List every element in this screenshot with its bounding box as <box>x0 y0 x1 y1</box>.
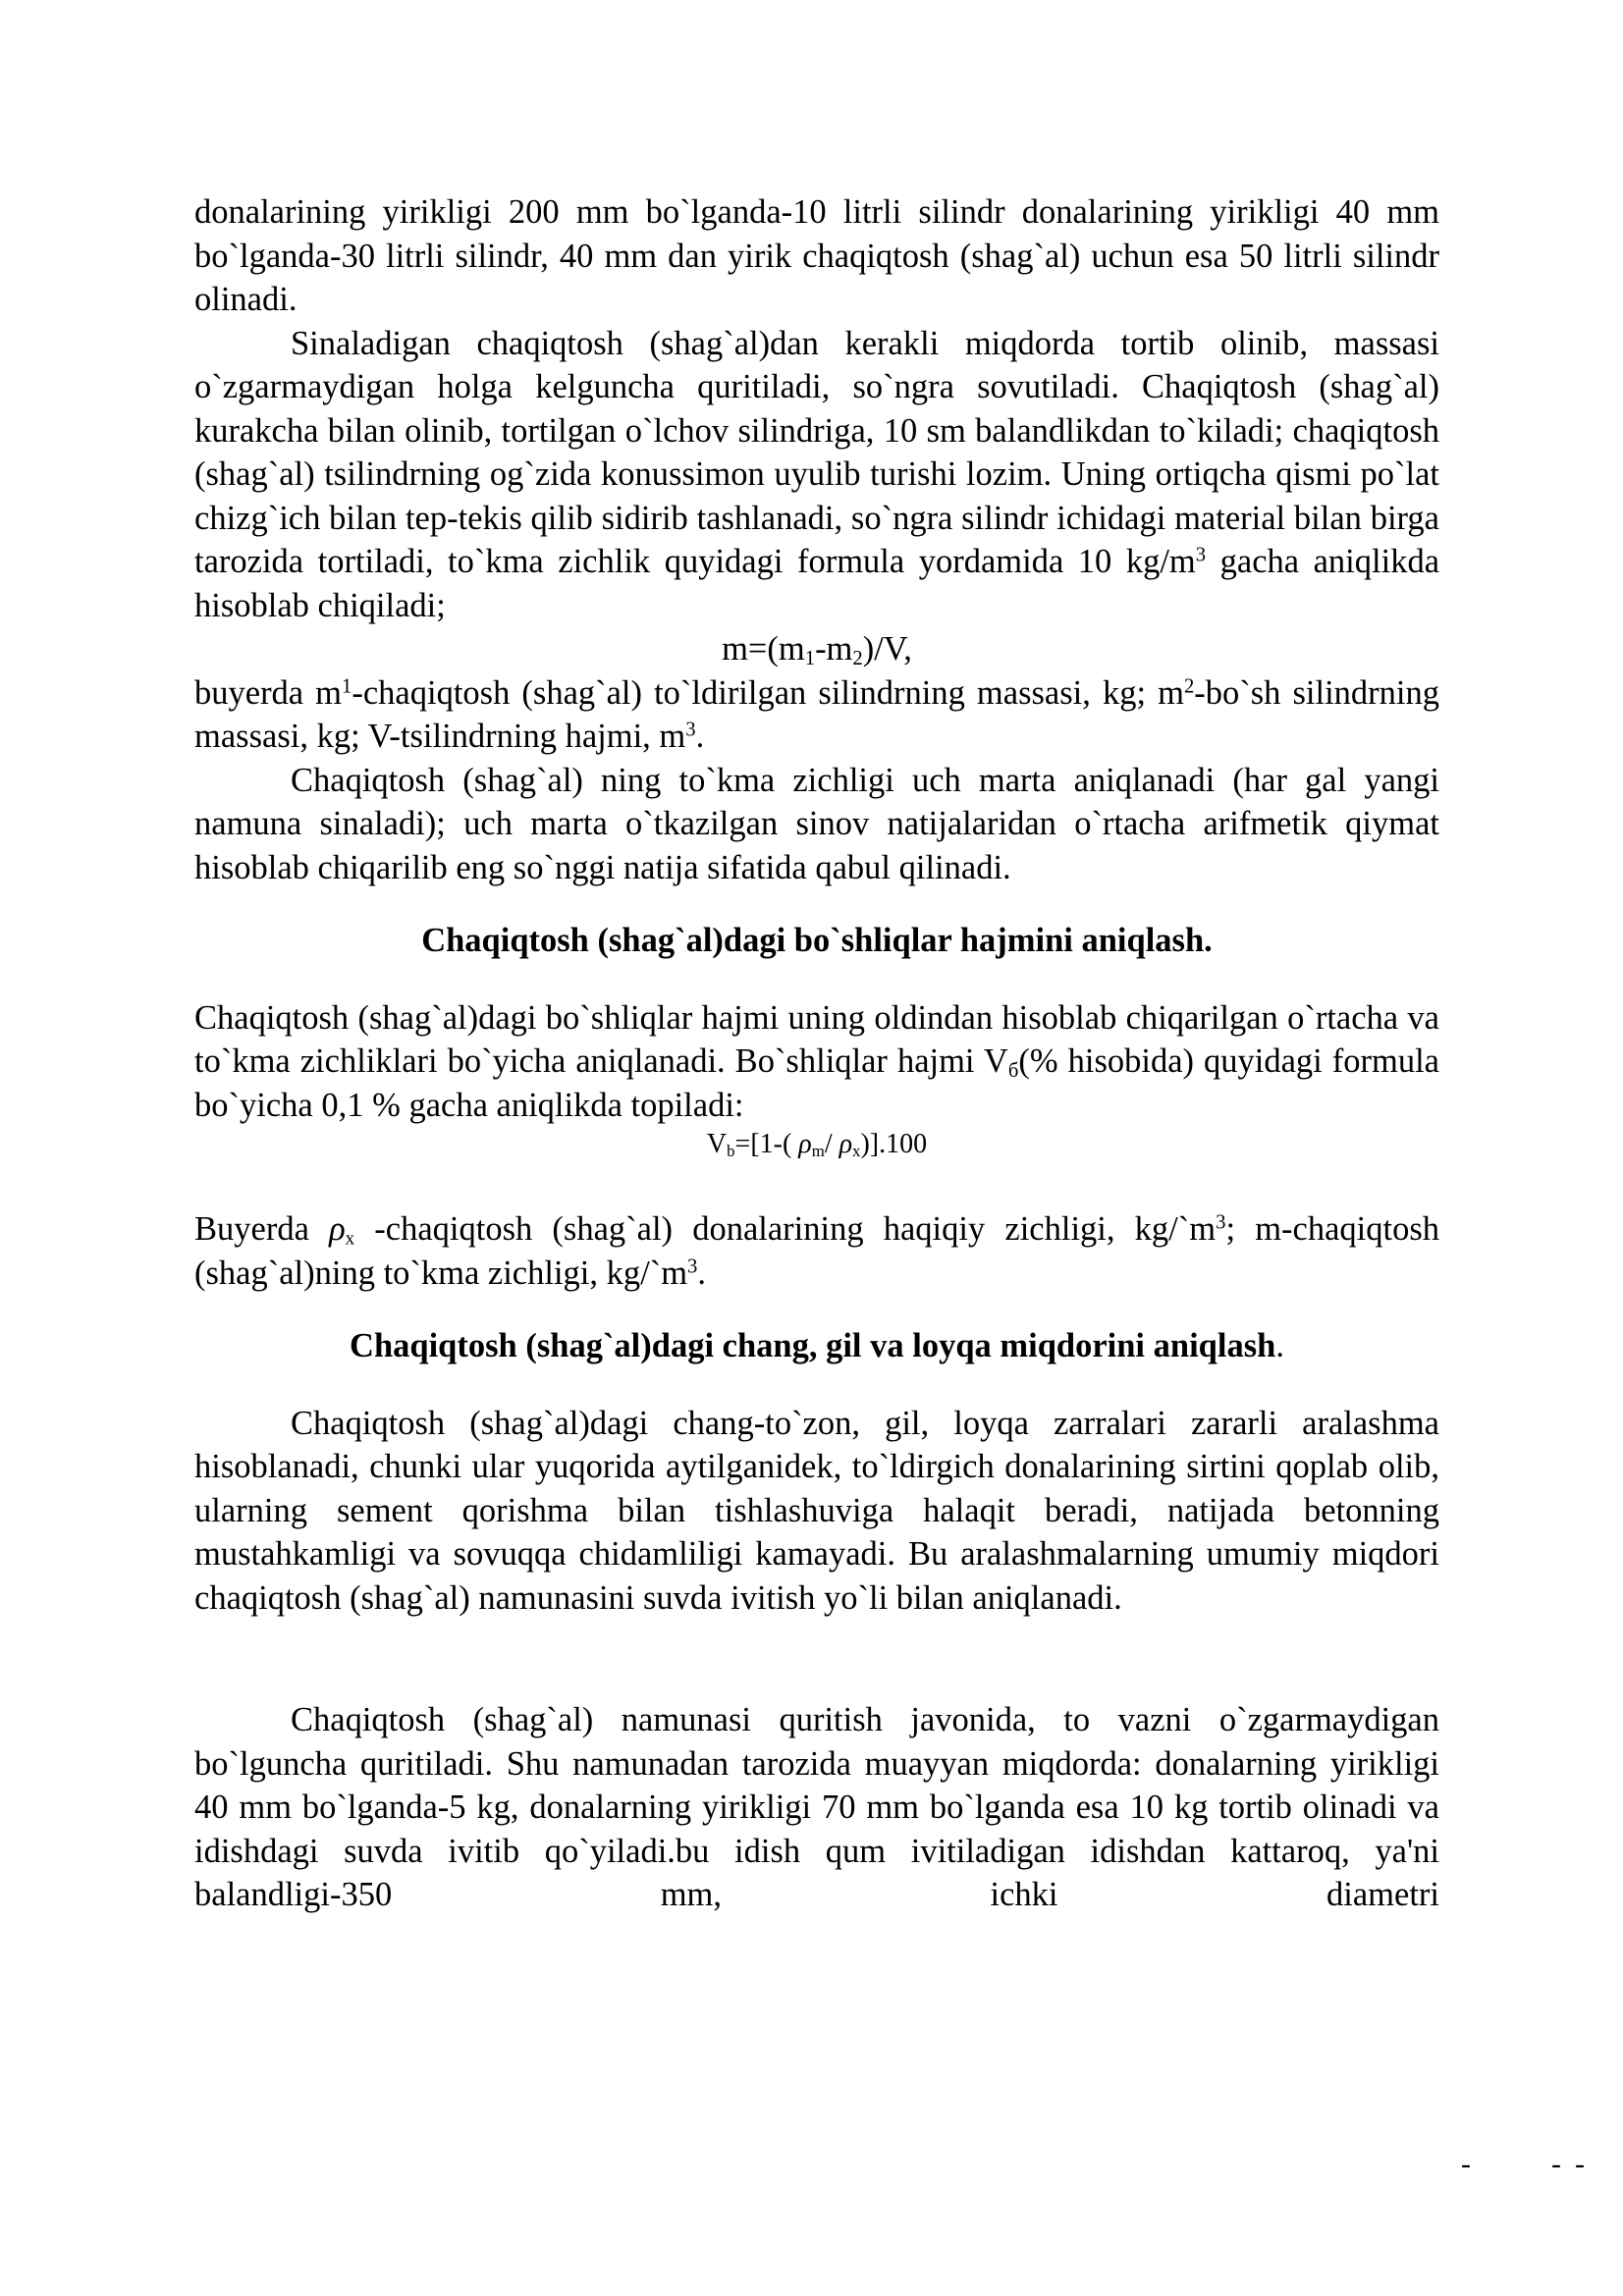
rho-symbol: ρ <box>329 1210 346 1248</box>
section-heading-impurities: Chaqiqtosh (shag`al)dagi chang, gil va loyqa miqdorini aniqlash. <box>350 1327 1284 1364</box>
footer-dash: - <box>1575 2148 1585 2180</box>
section-heading-voids: Chaqiqtosh (shag`al)dagi bo`shliqlar hajmini aniqlash. <box>421 922 1213 959</box>
paragraph-8: Chaqiqtosh (shag`al) namunasi quritish javonida, to vazni o`zgarmaydigan bo`lguncha quritiladi. Shu namunadan tarozida muayyan miqdorda: donalarning yirikligi 40 mm bo`lganda-5 kg, donalarning yirikligi 70 mm bo`lganda esa 10 kg tortib olinadi va idishdagi suvda ivitib qo`yiladi.bu idish qum ivitiladigan idishdan kattaroq, ya'ni balandligi-350 mm, ichki diametri <box>194 1701 1439 1913</box>
paragraph-4: Chaqiqtosh (shag`al) ning to`kma zichligi uch marta aniqlanadi (har gal yangi namuna sinaladi); uch marta o`tkazilgan sinov natijalaridan o`rtacha arifmetik qiymat hisoblab chiqarilib eng so`nggi natija sifatida qabul qilinadi. <box>194 761 1439 886</box>
rho-symbol: ρ <box>798 1129 812 1159</box>
footer-dash: - <box>1461 2148 1471 2180</box>
subscript: б <box>1007 1060 1019 1083</box>
paragraph-2 <box>194 322 1439 628</box>
footer-dash: - <box>1551 2148 1561 2180</box>
document-page <box>194 190 1439 1917</box>
rho-symbol: ρ <box>839 1129 853 1159</box>
paragraph-5: Chaqiqtosh (shag`al)dagi bo`shliqlar hajmi uning oldindan hisoblab chiqarilgan o`rtacha va to`kma zichliklari bo`yicha aniqlanadi. Bo`shliqlar hajmi $V_б(\%$ hisobida) quyidagi formula bo`yicha 0,1 % gacha aniqlikda topiladi: <box>194 998 1439 1124</box>
formula-voids: $V_b=[1-$( $\rho_m/$ $\rho_x)].100$ <box>706 1129 928 1161</box>
paragraph-2-text: Sinaladigan chaqiqtosh (shag`al)dan kerakli miqdorda tortib olinib, massasi o`zgarmaydigan holga kelguncha quritiladi, so`ngra sovutiladi. Chaqiqtosh (shag`al) kurakcha bilan olinib, tortilgan o`lchov silindriga, 10 sm balandlikdan to`kiladi; chaqiqtosh (shag`al) tsilindrning og`zida konussimon uyulib turishi lozim. Uning ortiqcha qismi po`lat chizg`ich bilan tep-tekis qilib sidirib tashlanadi, so`ngra silindr ichidagi material bilan birga tarozida tortiladi, to`kma zichlik quyidagi formula yordamida 10 kg/m <box>194 324 1439 580</box>
superscript: 3 <box>1195 544 1207 566</box>
paragraph-7: Chaqiqtosh (shag`al)dagi chang-to`zon, gil, loyqa zarralari zararli aralashma hisoblanadi, chunki ular yuqorida aytilganidek, to`ldirgich donalarining sirtini qoplab olib, ularning sement qorishma bilan tishlashuviga halaqit beradi, natijada betonning mustahkamligi va sovuqqa chidamliligi kamayadi. Bu aralashmalarning umumiy miqdori chaqiqtosh (shag`al) namunasini suvda ivitish yo`li bilan aniqlanadi. <box>194 1404 1439 1617</box>
paragraph-3: buyerda $m^1$-chaqiqtosh (shag`al) to`ldirilgan silindrning massasi, kg; $m^2-bo`sh$ silindrning massasi, kg; V-tsilindrning hajmi, $m^3$. <box>194 673 1440 755</box>
paragraph-6: Buyerda ρx -chaqiqtosh (shag`al) donalarining haqiqiy zichligi, $kg/`m^3$; m-chaqiqtosh (shag`al)ning to`kma zichligi, $kg/`m^3$. <box>194 1210 1439 1292</box>
paragraph-1: donalarining yirikligi 200 mm bo`lganda-10 litrli silindr donalarining yirikligi 40 mm bo`lganda-30 litrli silindr, 40 mm dan yirik chaqiqtosh (shag`al) uchun esa 50 litrli silindr olinadi. <box>194 193 1439 318</box>
formula-bulk-density: $m=(m_1-m_2)/V$, <box>722 630 912 670</box>
paragraph-2-text-end: gacha aniqlikda hisoblab chiqiladi; <box>194 543 1440 624</box>
